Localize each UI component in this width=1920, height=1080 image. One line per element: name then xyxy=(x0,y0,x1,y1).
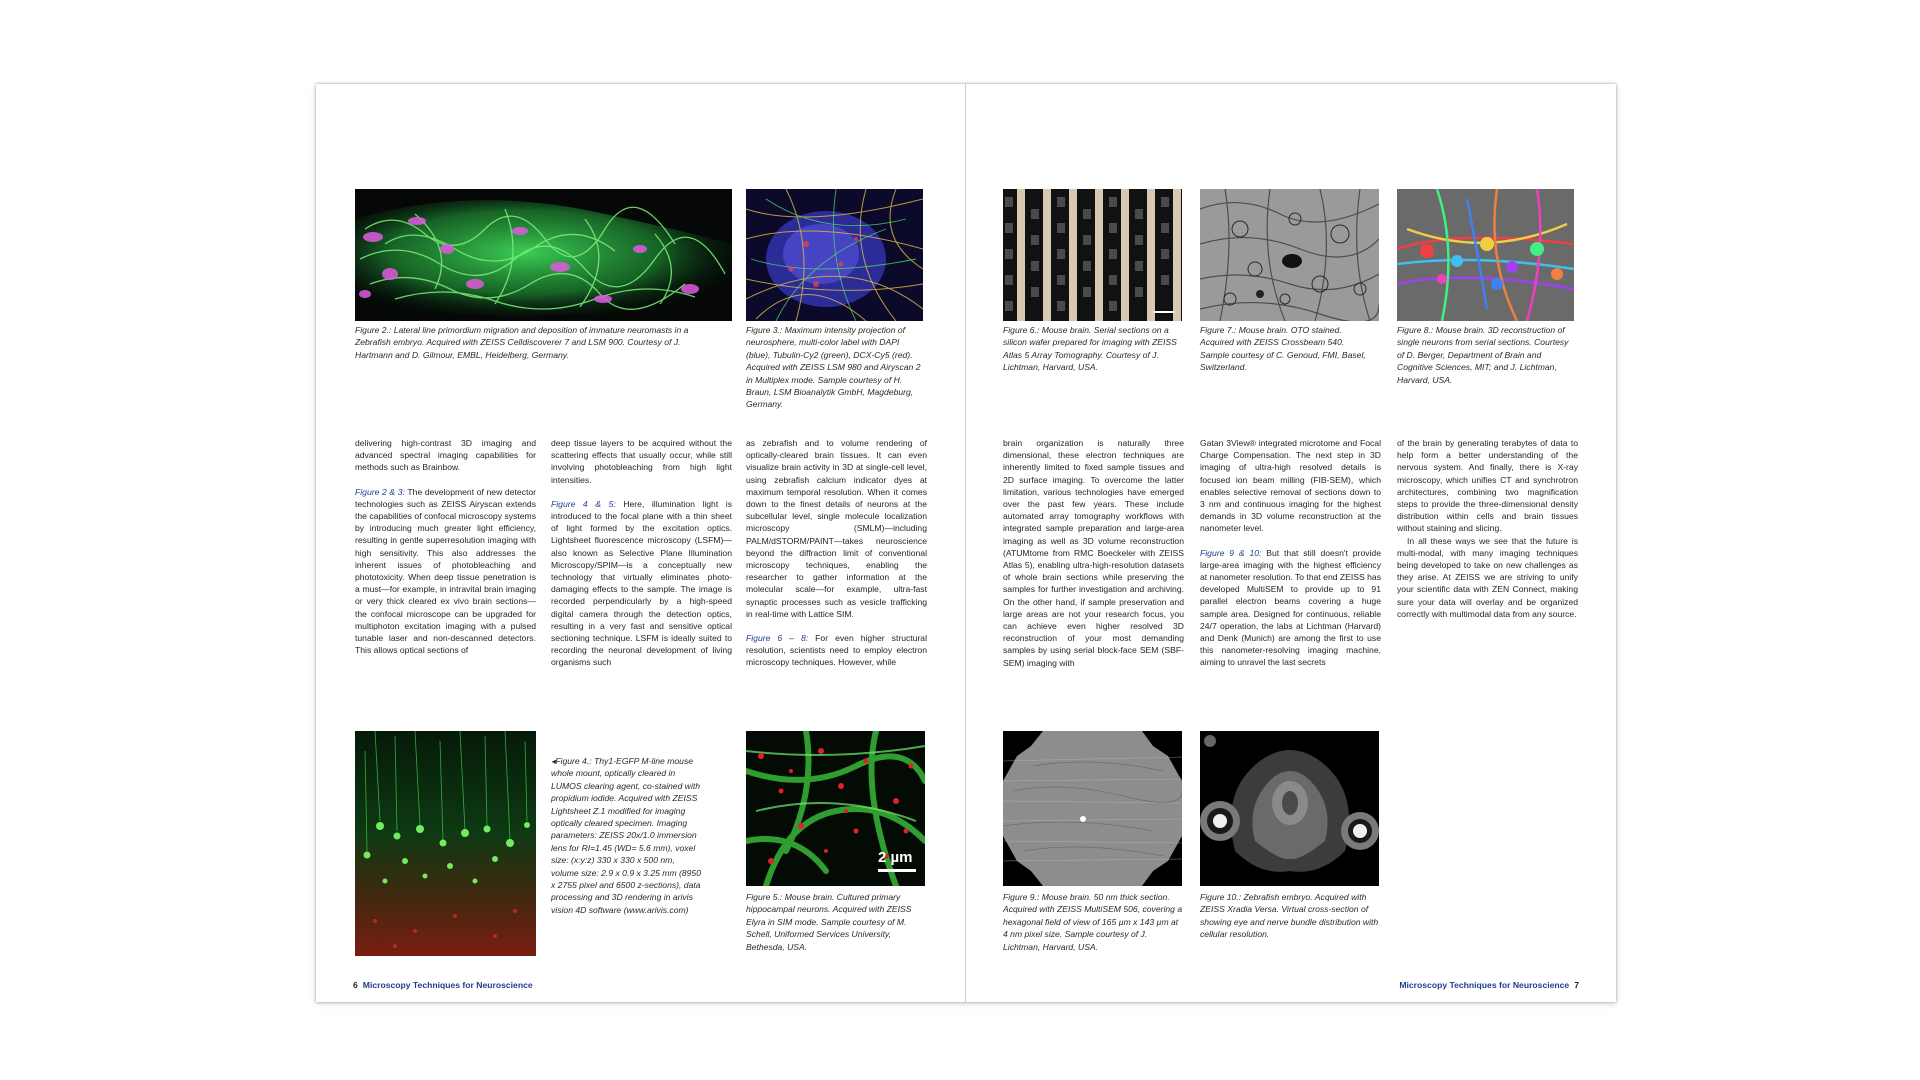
paragraph: Gatan 3View® integrated microtome and Focal Charge Compensation. The next step in 3D imaging of ultra-high resolved details is focused ion beam milling (FIB-SEM), which enables selective removal of sections down to 3 nm and continuous imaging for the highest demands in 3D volume reconstruction at the nanometer level. xyxy=(1200,438,1381,534)
figure-reference: Figure 9 & 10: xyxy=(1200,547,1262,558)
left-text-column-3 xyxy=(746,437,927,669)
figure-10-caption: Figure 10.: Zebrafish embryo. Acquired with ZEISS Xradia Versa. Virtual cross-section of showing eye and nerve bundle distribution with cellular resolution. xyxy=(1200,892,1379,940)
figure-10-image xyxy=(1200,731,1379,886)
paragraph: deep tissue layers to be acquired without the scattering effects that usually occur, while still involving photobleaching from high light intensities. xyxy=(551,438,732,485)
figure-reference: Figure 4 & 5: xyxy=(551,498,616,509)
em-brain-section-image xyxy=(1200,189,1379,321)
right-text-column-1 xyxy=(1003,437,1184,669)
left-text-column-1 xyxy=(355,437,536,656)
paragraph: of the brain by generating terabytes of data to help form a better understanding of the nervous system. And finally, there is X-ray microscopy, which unifies CT and synchrotron architectures, combining two magnification steps to provide the three-dimensional density distribution within cells and brain tissues without staining and slicing. xyxy=(1397,438,1578,534)
figure-6-image xyxy=(1003,189,1182,321)
paragraph: brain organization is naturally three dimensional, these electron techniques are inherently limited to fixed sample tissues and 2D surface imaging. To overcome the latter limitation, various technologies have emerged over the past few years. These include automated array tomography workflows with integrated sample preparation and large-area imaging as well as 3D volume reconstruction (ATUMtome from RMC Boeckeler with ZEISS Atlas 5), enabling ultra-high-resolution datasets of whole brain sections while preserving the samples for further investigation and archiving. On the other hand, if sample preservation and large areas are not your research focus, you can achieve even higher resolved 3D reconstruction of your most demanding samples by using serial block-face SEM (SBF-SEM) imaging with xyxy=(1003,438,1184,668)
figure-5-caption: Figure 5.: Mouse brain. Cultured primary hippocampal neurons. Acquired with ZEISS Elyra in SIM mode. Sample courtesy of M. Schell, Uniformed Services University, Bethesda, USA. xyxy=(746,892,912,952)
figure-3-caption: Figure 3.: Maximum intensity projection of neurosphere, multi-color label with DAPI (blue), Tubulin-Cy2 (green), DCX-Cy5 (red). Acquired with ZEISS LSM 980 and Airyscan 2 in Multiplex mode. Sample courtesy of H. Braun, LSM Bioanalytik GmbH, Magdeburg, Germany. xyxy=(746,325,921,410)
figure-3-image xyxy=(746,189,923,321)
paragraph: In all these ways we see that the future is multi-modal, with many imaging techniques being developed to take on new challenges as they arise. At ZEISS we are striving to unify your scientific data with ZEN Connect, making sure your data will overlay and be organized correctly with multimodal data from any source. xyxy=(1397,535,1578,619)
left-page-footer xyxy=(353,980,533,990)
brochure-spread xyxy=(316,84,1616,1002)
footer-title: Microscopy Techniques for Neuroscience xyxy=(362,980,533,990)
figure-5-image xyxy=(746,731,925,886)
page-number: 7 xyxy=(1574,980,1579,990)
paragraph: Figure 9 & 10: But that still doesn't provide large-area imaging with the highest efficiency at nanometer resolution. To that end ZEISS has developed MultiSEM to provide up to 91 parallel electron beams covering a huge sample area. Designed for continuous, reliable 24/7 operation, the labs at Lichtman (Harvard) and Denk (Munich) are among the first to use this nanometer-resolving imaging machine, aiming to unravel the last secrets xyxy=(1200,547,1381,668)
zebrafish-lateral-line-image xyxy=(355,189,732,321)
thy1-egfp-brain-image xyxy=(355,731,536,956)
figure-8-caption: Figure 8.: Mouse brain. 3D reconstruction of single neurons from serial sections. Courtesy of D. Berger, Department of Brain and Cognitive Sciences, MIT; and J. Lichtman, Harvard, USA. xyxy=(1397,325,1569,385)
paragraph: delivering high-contrast 3D imaging and advanced spectral imaging capabilities for methods such as Brainbow. xyxy=(355,438,536,473)
paragraph: Figure 2 & 3: The development of new detector technologies such as ZEISS Airyscan extends the capabilities of confocal microscopy systems by introducing much greater light efficiency, resulting in gentle superresolution imaging with high sensitivity. This also addresses the inherent issues of photobleaching and phototoxicity. When deep tissue penetration is a must—for example, in intravital brain imaging or very thick cleared ex vivo brain sections—the confocal microscope can be upgraded for multiphoton excitation imaging with a pulsed tunable laser and non-descanned detectors. This allows optical sections of xyxy=(355,486,536,656)
right-text-column-3 xyxy=(1397,437,1578,620)
paragraph: as zebrafish and to volume rendering of optically-cleared brain tissues. It can even visualize brain activity in 3D at single-cell level, using zebrafish calcium indicator dyes at maximum temporal resolution. When it comes down to the finest details of neurons at the subcellular level, single molecule localization microscopy (SMLM)—including PALM/dSTORM/PAINT—takes neuroscience beyond the diffraction limit of conventional microscopy techniques, enabling the researcher to gather information at the molecular scale—for example, ultra-fast synaptic processes such as vesicle trafficking in real-time with Lattice SIM. xyxy=(746,438,927,619)
figure-9-caption: Figure 9.: Mouse brain. 50 nm thick section. Acquired with ZEISS MultiSEM 506, covering a hexagonal field of view of 165 µm x 143 µm at 4 nm pixel size. Sample courtesy of J. Lichtman, Harvard, USA. xyxy=(1003,892,1183,952)
page-gutter xyxy=(965,84,966,1002)
paragraph: Figure 4 & 5: Here, illumination light is introduced to the focal plane with a thin sheet of light formed by the excitation optics. Lightsheet fluorescence microscopy (LSFM)—also known as Selective Plane Illumination Microscopy/SPIM—is a conceptually new technology that virtually eliminates photo-damaging effects to the sample. The image is recorded perpendicularly by a high-speed digital camera through the detection optics, resulting in a very fast and sensitive optical sectioning technique. LSFM is ideally suited to recording the neuronal development of living organisms such xyxy=(551,498,732,668)
zebrafish-xray-cross-section-image xyxy=(1200,731,1379,886)
figure-8-image xyxy=(1397,189,1574,321)
serial-sections-image xyxy=(1003,189,1182,321)
figure-reference: Figure 2 & 3: xyxy=(355,486,405,497)
page-number: 6 xyxy=(353,980,358,990)
figure-9-image xyxy=(1003,731,1182,886)
figure-reference: Figure 6 – 8: xyxy=(746,633,809,644)
figure-4-image xyxy=(355,731,536,956)
neurosphere-image xyxy=(746,189,923,321)
figure-2-image xyxy=(355,189,732,321)
right-text-column-2 xyxy=(1200,437,1381,669)
figure-4-caption: ◂Figure 4.: Thy1-EGFP M-line mouse whole mount, optically cleared in LUMOS clearing agent, co-stained with propidium iodide. Acquired with ZEISS Lightsheet Z.1 modified for imaging optically cleared specimen. Imaging parameters: ZEISS 20x/1.0 immersion lens for RI=1.45 (WD= 5.6 mm), voxel size: (x:y:z) 330 x 330 x 500 nm, volume size: 2.9 x 0.9 x 3.25 mm (8950 x 2755 pixel and 6500 z-sections), data processing and 3D rendering in arivis vision 4D software (www.arivis.com) xyxy=(551,756,701,915)
neuron-reconstruction-image xyxy=(1397,189,1574,321)
left-text-column-2 xyxy=(551,437,732,669)
figure-7-image xyxy=(1200,189,1379,321)
scale-bar-label: 2 µm xyxy=(878,849,913,866)
multisem-hexagon-image xyxy=(1003,731,1182,886)
figure-7-caption: Figure 7.: Mouse brain. OTO stained. Acquired with ZEISS Crossbeam 540. Sample courtesy of C. Genoud, FMI, Basel, Switzerland. xyxy=(1200,325,1366,373)
paragraph: Figure 6 – 8: For even higher structural resolution, scientists need to employ electron microscopy techniques. However, while xyxy=(746,633,927,668)
footer-title: Microscopy Techniques for Neuroscience xyxy=(1399,980,1570,990)
figure-6-caption: Figure 6.: Mouse brain. Serial sections on a silicon wafer prepared for imaging with ZEISS Atlas 5 Array Tomography. Courtesy of J. Lichtman, Harvard, USA. xyxy=(1003,325,1177,373)
scale-bar xyxy=(878,869,916,872)
figure-2-caption: Figure 2.: Lateral line primordium migration and deposition of immature neuromasts in a Zebrafish embryo. Acquired with ZEISS Celldiscoverer 7 and LSM 900. Courtesy of J. Hartmann and D. Gilmour, EMBL, Heidelberg, Germany. xyxy=(355,325,689,360)
right-page-footer xyxy=(1399,980,1579,990)
